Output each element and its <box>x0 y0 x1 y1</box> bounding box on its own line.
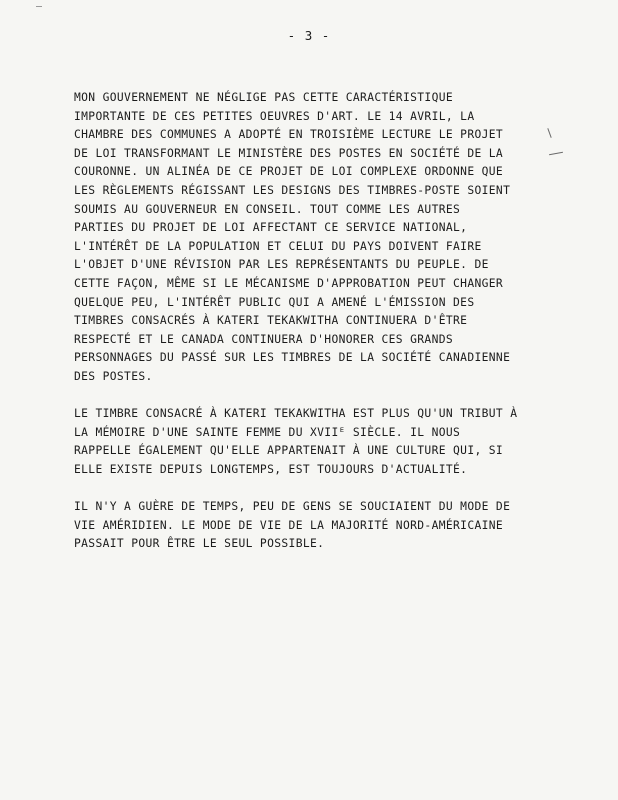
text-line: LE TIMBRE CONSACRÉ À KATERI TEKAKWITHA EST PLUS QU'UN TRIBUT À <box>74 407 518 421</box>
text-line: COURONNE. UN ALINÉA DE CE PROJET DE LOI COMPLEXE ORDONNE QUE <box>74 165 504 179</box>
text-line: MON GOUVERNEMENT NE NÉGLIGE PAS CETTE CARACTÉRISTIQUE <box>74 91 454 104</box>
body-text <box>74 89 544 554</box>
paragraph-1 <box>74 89 544 387</box>
text-line: IL N'Y A GUÈRE DE TEMPS, PEU DE GENS SE SOUCIAIENT DU MODE DE <box>74 500 511 514</box>
text-line: DE LOI TRANSFORMANT LE MINISTÈRE DES POSTES EN SOCIÉTÉ DE LA <box>74 146 504 160</box>
text-line: VIE AMÉRIDIEN. LE MODE DE VIE DE LA MAJORITÉ NORD-AMÉRICAINE <box>74 518 504 532</box>
text-line: PASSAIT POUR ÊTRE LE SEUL POSSIBLE. <box>74 537 325 551</box>
text-line: TIMBRES CONSACRÉS À KATERI TEKAKWITHA CONTINUERA D'ÊTRE <box>74 314 468 328</box>
text-line: LA MÉMOIRE D'UNE SAINTE FEMME DU XVIIᴱ SIÈCLE. IL NOUS <box>74 425 461 439</box>
text-line: IMPORTANTE DE CES PETITES OEUVRES D'ART. LE 14 AVRIL, LA <box>74 109 475 123</box>
text-line: PERSONNAGES DU PASSÉ SUR LES TIMBRES DE LA SOCIÉTÉ CANADIENNE <box>74 351 511 365</box>
corner-scan-mark <box>36 6 42 7</box>
margin-pen-tick <box>547 128 551 138</box>
text-line: PARTIES DU PROJET DE LOI AFFECTANT CE SERVICE NATIONAL, <box>74 221 468 235</box>
text-line: ELLE EXISTE DEPUIS LONGTEMPS, EST TOUJOURS D'ACTUALITÉ. <box>74 462 468 476</box>
text-line: RAPPELLE ÉGALEMENT QU'ELLE APPARTENAIT À UNE CULTURE QUI, SI <box>74 444 504 458</box>
text-line: LES RÈGLEMENTS RÉGISSANT LES DESIGNS DES TIMBRES-POSTE SOIENT <box>74 183 511 197</box>
text-line: SOUMIS AU GOUVERNEUR EN CONSEIL. TOUT COMME LES AUTRES <box>74 202 461 216</box>
margin-pen-mark <box>549 152 563 155</box>
paragraph-2 <box>74 405 544 479</box>
text-line: DES POSTES. <box>74 369 153 383</box>
text-line: RESPECTÉ ET LE CANADA CONTINUERA D'HONORER CES GRANDS <box>74 332 454 346</box>
page-number: - 3 - <box>287 28 331 43</box>
text-line: L'INTÉRÊT DE LA POPULATION ET CELUI DU PAYS DOIVENT FAIRE <box>74 239 482 253</box>
text-line: CHAMBRE DES COMMUNES A ADOPTÉ EN TROISIÈME LECTURE LE PROJET <box>74 128 504 142</box>
text-line: L'OBJET D'UNE RÉVISION PAR LES REPRÉSENTANTS DU PEUPLE. DE <box>74 258 489 272</box>
text-line: CETTE FAÇON, MÊME SI LE MÉCANISME D'APPROBATION PEUT CHANGER <box>74 276 504 290</box>
text-line: QUELQUE PEU, L'INTÉRÊT PUBLIC QUI A AMENÉ L'ÉMISSION DES <box>74 295 475 309</box>
paragraph-3 <box>74 498 544 554</box>
